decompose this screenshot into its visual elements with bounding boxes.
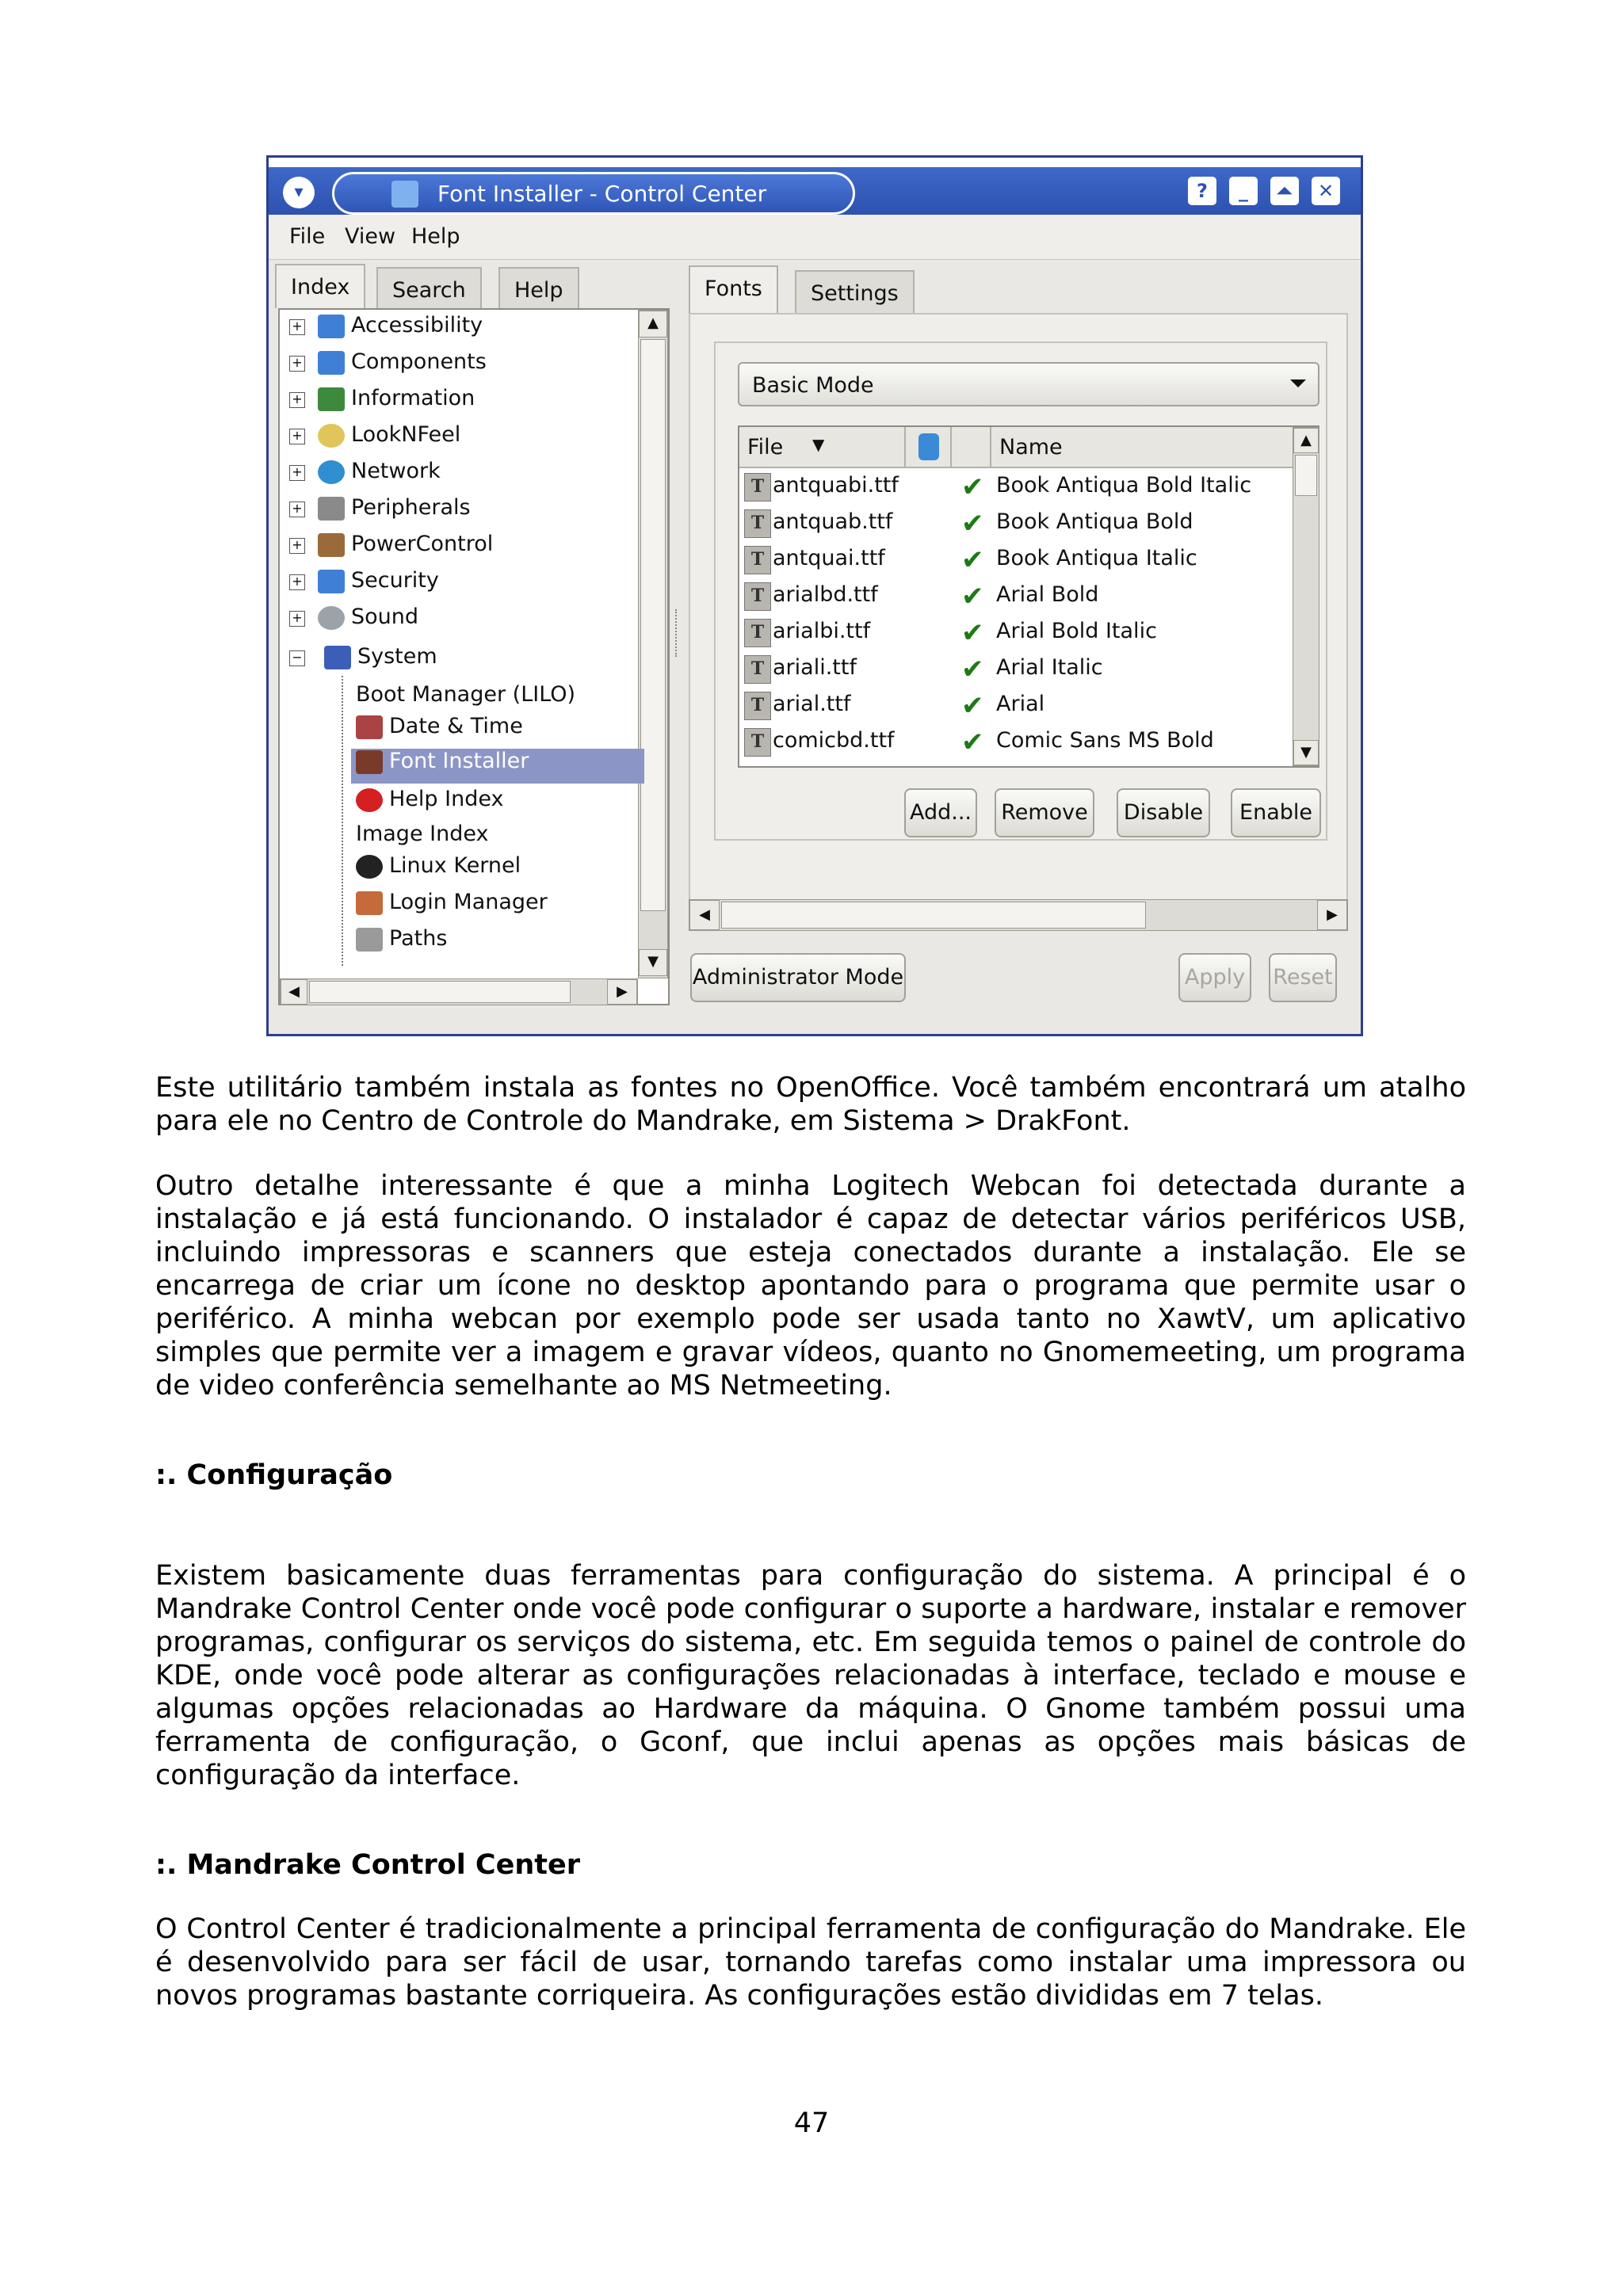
control-center-icon bbox=[391, 181, 418, 208]
tree-hscroll[interactable] bbox=[280, 978, 638, 1005]
scroll-left-icon[interactable]: ◀ bbox=[281, 979, 307, 1005]
menu-view[interactable]: View bbox=[345, 224, 396, 249]
administrator-mode-button[interactable]: Administrator Mode bbox=[690, 953, 906, 1002]
tree-item-network[interactable]: Network bbox=[318, 459, 441, 484]
font-name: Book Antiqua Bold Italic bbox=[996, 473, 1252, 498]
penguin-icon bbox=[356, 855, 383, 879]
expand-icon[interactable]: + bbox=[289, 392, 305, 408]
column-divider bbox=[950, 427, 952, 467]
font-installer-screenshot bbox=[266, 155, 1363, 1036]
looknfeel-icon bbox=[318, 424, 345, 448]
paths-icon bbox=[356, 928, 383, 952]
tab-settings[interactable]: Settings bbox=[795, 270, 915, 315]
scroll-down-icon[interactable]: ▼ bbox=[1293, 740, 1319, 765]
tree-item-font-installer[interactable]: Font Installer bbox=[351, 749, 644, 784]
font-file: comicbd.ttf bbox=[773, 728, 895, 753]
tree-item-powercontrol[interactable]: PowerControl bbox=[318, 532, 493, 557]
expand-icon[interactable]: + bbox=[289, 574, 305, 590]
tree-item-image-index[interactable]: Image Index bbox=[356, 822, 489, 846]
font-name: Arial Bold bbox=[996, 582, 1099, 607]
collapse-icon[interactable]: − bbox=[289, 650, 305, 666]
title-pill bbox=[332, 172, 855, 215]
font-row[interactable] bbox=[739, 723, 1293, 760]
peripherals-icon bbox=[318, 497, 345, 521]
globe-icon bbox=[318, 460, 345, 484]
mode-combo[interactable] bbox=[738, 362, 1319, 406]
expand-icon[interactable]: + bbox=[289, 611, 305, 627]
font-row[interactable] bbox=[739, 578, 1293, 614]
font-list-vscroll-thumb[interactable] bbox=[1295, 455, 1317, 496]
paragraph-webcam: Outro detalhe interessante é que a minha Logitech Webcan foi detectada durante a instalação e já está funcionando. O instalador é capaz de detectar vários periféricos USB, incluindo impressoras e scanners que esteja conectados durante a instalação. Ele se encarrega de criar um ícone no desktop apontando para o programa que permite usar o periférico. A minha webcan por exemplo pode ser usada tanto no XawtV, um aplicativo simples que permite ver a imagem e gravar vídeos, quanto no Gnomemeeting, um programa de video conferência semelhante ao MS Netmeeting. bbox=[155, 1170, 1466, 1402]
tree-item-help-index[interactable]: Help Index bbox=[356, 787, 503, 812]
menu-help[interactable]: Help bbox=[411, 224, 460, 249]
font-row[interactable] bbox=[739, 650, 1293, 687]
title-bar bbox=[269, 167, 1361, 215]
enabled-check-icon: ✔ bbox=[961, 727, 984, 758]
speaker-icon bbox=[318, 606, 345, 630]
font-name: Book Antiqua Italic bbox=[996, 546, 1197, 570]
enabled-check-icon: ✔ bbox=[961, 617, 984, 649]
enabled-check-icon: ✔ bbox=[961, 690, 984, 722]
index-tree bbox=[278, 308, 670, 1005]
tree-item-peripherals[interactable]: Peripherals bbox=[318, 495, 471, 521]
folder-icon bbox=[318, 315, 345, 338]
font-file: arialbi.ttf bbox=[773, 619, 871, 643]
information-icon bbox=[318, 387, 345, 411]
font-name: Arial Italic bbox=[996, 655, 1103, 680]
maximize-icon[interactable]: ⏶ bbox=[1270, 177, 1299, 205]
view-hscroll-thumb[interactable] bbox=[721, 902, 1146, 929]
tree-item-system[interactable]: System bbox=[324, 644, 437, 669]
tree-item-components[interactable]: Components bbox=[318, 349, 487, 375]
font-list-header bbox=[739, 427, 1293, 468]
menu-bar bbox=[269, 215, 1361, 260]
expand-icon[interactable]: + bbox=[289, 319, 305, 335]
expand-icon[interactable]: + bbox=[289, 465, 305, 481]
reset-button[interactable]: Reset bbox=[1269, 953, 1337, 1002]
truetype-icon: T bbox=[744, 546, 771, 574]
tree-item-sound[interactable]: Sound bbox=[318, 605, 418, 630]
help-index-icon bbox=[356, 788, 383, 812]
expand-icon[interactable]: + bbox=[289, 502, 305, 517]
font-row[interactable] bbox=[739, 614, 1293, 650]
tree-item-security[interactable]: Security bbox=[318, 568, 439, 593]
window-menu-icon[interactable]: ▾ bbox=[283, 177, 315, 208]
tab-search[interactable]: Search bbox=[376, 267, 482, 311]
view-hscroll[interactable] bbox=[689, 899, 1348, 931]
folder-icon bbox=[318, 351, 345, 375]
truetype-icon: T bbox=[744, 582, 771, 611]
mode-combo-value: Basic Mode bbox=[752, 373, 874, 398]
font-list bbox=[738, 425, 1319, 768]
truetype-icon: T bbox=[744, 728, 771, 757]
font-file: antquabi.ttf bbox=[773, 473, 899, 498]
font-file: ariali.ttf bbox=[773, 655, 857, 680]
enabled-check-icon: ✔ bbox=[961, 544, 984, 576]
calendar-icon bbox=[356, 715, 383, 739]
heading-mandrake-control-center: :. Mandrake Control Center bbox=[155, 1849, 580, 1881]
tab-fonts[interactable]: Fonts bbox=[689, 265, 778, 313]
tree-hscroll-thumb[interactable] bbox=[309, 981, 571, 1003]
truetype-icon: T bbox=[744, 619, 771, 647]
apply-button[interactable]: Apply bbox=[1178, 953, 1251, 1002]
database-icon bbox=[918, 433, 939, 460]
disable-button[interactable]: Disable bbox=[1117, 788, 1210, 837]
menu-file[interactable]: File bbox=[289, 224, 326, 249]
truetype-icon: T bbox=[744, 692, 771, 720]
font-name: Comic Sans MS Bold bbox=[996, 728, 1214, 753]
truetype-icon: T bbox=[744, 509, 771, 538]
help-icon[interactable]: ? bbox=[1188, 177, 1216, 205]
enabled-check-icon: ✔ bbox=[961, 581, 984, 612]
enabled-check-icon: ✔ bbox=[961, 471, 984, 503]
tab-help[interactable]: Help bbox=[498, 267, 579, 311]
font-row[interactable] bbox=[739, 541, 1293, 578]
column-file[interactable]: File bbox=[747, 435, 784, 460]
tree-vscroll-thumb[interactable] bbox=[640, 339, 666, 911]
font-name: Book Antiqua Bold bbox=[996, 509, 1193, 534]
tree-line bbox=[342, 676, 343, 966]
tree-item-linux-kernel[interactable]: Linux Kernel bbox=[356, 853, 521, 879]
font-name: Arial Bold Italic bbox=[996, 619, 1157, 643]
expand-icon[interactable]: + bbox=[289, 429, 305, 444]
enabled-check-icon: ✔ bbox=[961, 654, 984, 685]
font-row[interactable] bbox=[739, 468, 1293, 505]
font-file: antquab.ttf bbox=[773, 509, 893, 534]
dropdown-arrow-icon: ⏷ bbox=[1289, 370, 1307, 396]
system-icon bbox=[324, 646, 351, 669]
scroll-down-icon[interactable]: ▼ bbox=[639, 949, 667, 976]
font-list-vscroll[interactable] bbox=[1293, 427, 1319, 766]
font-file: arial.ttf bbox=[773, 692, 851, 716]
login-manager-icon bbox=[356, 891, 383, 915]
enable-button[interactable]: Enable bbox=[1231, 788, 1321, 837]
tab-index[interactable]: Index bbox=[275, 264, 365, 308]
sort-arrow-icon: ▼ bbox=[812, 435, 825, 454]
add-button[interactable]: Add... bbox=[904, 788, 977, 837]
column-divider bbox=[990, 427, 991, 467]
paragraph-openoffice: Este utilitário também instala as fontes no OpenOffice. Você também encontrará um atalho para ele no Centro de Controle do Mandrake, em Sistema > DrakFont. bbox=[155, 1072, 1466, 1137]
tree-item-looknfeel[interactable]: LookNFeel bbox=[318, 422, 460, 448]
column-divider bbox=[904, 427, 906, 467]
expand-icon[interactable]: + bbox=[289, 356, 305, 372]
truetype-icon: T bbox=[744, 473, 771, 502]
folder-icon bbox=[318, 570, 345, 593]
tree-item-date-time[interactable]: Date & Time bbox=[356, 714, 523, 739]
screenshot-top-strip bbox=[269, 158, 1361, 167]
splitter-handle[interactable] bbox=[675, 609, 682, 657]
font-file: arialbd.ttf bbox=[773, 582, 878, 607]
minimize-icon[interactable]: _ bbox=[1229, 177, 1258, 205]
heading-configuracao: :. Configuração bbox=[155, 1459, 393, 1491]
column-name[interactable]: Name bbox=[999, 435, 1063, 460]
scroll-left-icon[interactable]: ◀ bbox=[689, 900, 720, 930]
scroll-right-icon[interactable]: ▶ bbox=[1317, 900, 1347, 930]
font-name: Arial bbox=[996, 692, 1045, 716]
scroll-up-icon[interactable]: ▲ bbox=[1293, 428, 1319, 453]
font-rows bbox=[739, 468, 1293, 766]
tree-item-paths[interactable]: Paths bbox=[356, 926, 447, 952]
expand-icon[interactable]: + bbox=[289, 538, 305, 554]
truetype-icon: T bbox=[744, 655, 771, 684]
page-number: 47 bbox=[793, 2107, 830, 2139]
font-row[interactable] bbox=[739, 687, 1293, 723]
enabled-check-icon: ✔ bbox=[961, 508, 984, 540]
font-installer-icon bbox=[356, 750, 383, 774]
scroll-right-icon[interactable]: ▶ bbox=[607, 979, 637, 1005]
tree-item-accessibility[interactable]: Accessibility bbox=[318, 313, 483, 338]
tree-item-boot-manager[interactable]: Boot Manager (LILO) bbox=[356, 682, 576, 707]
scroll-up-icon[interactable]: ▲ bbox=[639, 311, 667, 338]
tree-vscroll[interactable] bbox=[638, 310, 668, 978]
font-file: antquai.ttf bbox=[773, 546, 885, 570]
window-title: Font Installer - Control Center bbox=[437, 181, 767, 207]
remove-button[interactable]: Remove bbox=[995, 788, 1094, 837]
paragraph-control-center: O Control Center é tradicionalmente a principal ferramenta de configuração do Mandrake. Ele é desenvolvido para ser fácil de usar, tornando tarefas como instalar uma impressora ou novos programas bastante corriqueira. As configurações estão divididas em 7 telas. bbox=[155, 1913, 1466, 2012]
close-icon[interactable]: ✕ bbox=[1312, 177, 1340, 205]
tree-item-login-manager[interactable]: Login Manager bbox=[356, 890, 548, 915]
tree-item-information[interactable]: Information bbox=[318, 386, 475, 411]
font-row[interactable] bbox=[739, 505, 1293, 541]
paragraph-configuration-tools: Existem basicamente duas ferramentas para configuração do sistema. A principal é o Mandrake Control Center onde você pode configurar o suporte a hardware, instalar e remover programas, configurar os serviços do sistema, etc. Em seguida temos o painel de controle do KDE, onde você pode alterar as configurações relacionadas à interface, teclado e mouse e algumas opções relacionadas ao Hardware da máquina. O Gnome também possui uma ferramenta de configuração, o Gconf, que inclui apenas as opções mais básicas de configuração da interface. bbox=[155, 1560, 1466, 1791]
power-icon bbox=[318, 533, 345, 557]
fonts-tab-panel bbox=[689, 313, 1348, 909]
